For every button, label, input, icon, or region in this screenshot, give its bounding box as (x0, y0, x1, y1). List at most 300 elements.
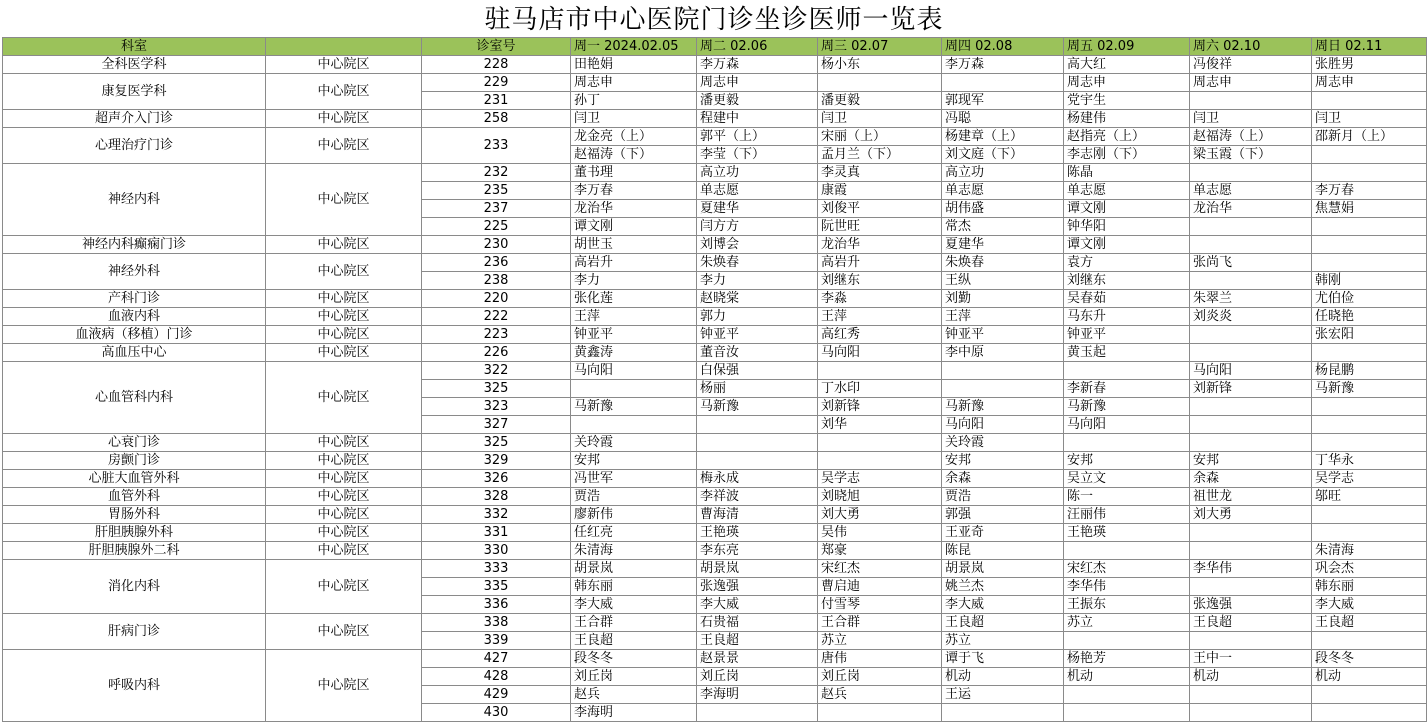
doctor-cell[interactable] (1190, 326, 1312, 344)
room-cell[interactable]: 258 (422, 110, 571, 128)
doctor-cell[interactable]: 宋红杰 (1064, 560, 1190, 578)
room-cell[interactable]: 333 (422, 560, 571, 578)
doctor-cell[interactable]: 安邦 (571, 452, 697, 470)
doctor-cell[interactable]: 杨丽 (697, 380, 818, 398)
header-day-tue[interactable]: 周二 02.06 (697, 38, 818, 56)
doctor-cell[interactable]: 陈一 (1064, 488, 1190, 506)
room-cell[interactable]: 233 (422, 128, 571, 164)
doctor-cell[interactable]: 王萍 (818, 308, 942, 326)
doctor-cell[interactable] (1312, 704, 1427, 722)
doctor-cell[interactable]: 李灵真 (818, 164, 942, 182)
doctor-cell[interactable]: 冯世军 (571, 470, 697, 488)
dept-cell[interactable]: 肝胆胰腺外二科 (3, 542, 266, 560)
doctor-cell[interactable] (1312, 434, 1427, 452)
room-cell[interactable]: 323 (422, 398, 571, 416)
dept-cell[interactable]: 呼吸内科 (3, 650, 266, 722)
doctor-cell[interactable]: 王良超 (697, 632, 818, 650)
doctor-cell[interactable]: 郭现军 (942, 92, 1064, 110)
doctor-cell[interactable]: 机动 (1190, 668, 1312, 686)
doctor-cell[interactable]: 谭文刚 (571, 218, 697, 236)
doctor-cell[interactable] (1190, 236, 1312, 254)
doctor-cell[interactable]: 钟亚平 (571, 326, 697, 344)
room-cell[interactable]: 331 (422, 524, 571, 542)
room-cell[interactable]: 428 (422, 668, 571, 686)
doctor-cell[interactable]: 朱焕春 (697, 254, 818, 272)
doctor-cell[interactable] (818, 74, 942, 92)
doctor-cell[interactable]: 付雪琴 (818, 596, 942, 614)
room-cell[interactable]: 429 (422, 686, 571, 704)
doctor-cell[interactable]: 曹启迪 (818, 578, 942, 596)
area-cell[interactable]: 中心院区 (266, 488, 422, 506)
area-cell[interactable]: 中心院区 (266, 56, 422, 74)
doctor-cell[interactable]: 赵指亮（上） (1064, 128, 1190, 146)
room-cell[interactable]: 223 (422, 326, 571, 344)
doctor-cell[interactable] (818, 362, 942, 380)
doctor-cell[interactable]: 祖世龙 (1190, 488, 1312, 506)
area-cell[interactable]: 中心院区 (266, 452, 422, 470)
doctor-cell[interactable]: 刘继东 (818, 272, 942, 290)
doctor-cell[interactable] (1190, 344, 1312, 362)
doctor-cell[interactable] (1312, 164, 1427, 182)
doctor-cell[interactable] (697, 704, 818, 722)
doctor-cell[interactable]: 王良超 (1312, 614, 1427, 632)
doctor-cell[interactable]: 郭强 (942, 506, 1064, 524)
doctor-cell[interactable] (818, 704, 942, 722)
doctor-cell[interactable]: 马向阳 (1190, 362, 1312, 380)
doctor-cell[interactable]: 贾浩 (571, 488, 697, 506)
area-cell[interactable]: 中心院区 (266, 650, 422, 722)
doctor-cell[interactable]: 马新豫 (942, 398, 1064, 416)
doctor-cell[interactable]: 余森 (942, 470, 1064, 488)
doctor-cell[interactable]: 刘大勇 (818, 506, 942, 524)
doctor-cell[interactable]: 张逸强 (1190, 596, 1312, 614)
doctor-cell[interactable]: 王良超 (942, 614, 1064, 632)
doctor-cell[interactable]: 刘博会 (697, 236, 818, 254)
doctor-cell[interactable]: 余森 (1190, 470, 1312, 488)
doctor-cell[interactable]: 苏立 (1064, 614, 1190, 632)
dept-cell[interactable]: 全科医学科 (3, 56, 266, 74)
doctor-cell[interactable]: 朱清海 (1312, 542, 1427, 560)
doctor-cell[interactable]: 安邦 (942, 452, 1064, 470)
doctor-cell[interactable]: 郑豪 (818, 542, 942, 560)
doctor-cell[interactable]: 高岩升 (571, 254, 697, 272)
doctor-cell[interactable]: 谭文刚 (1064, 200, 1190, 218)
doctor-cell[interactable] (942, 704, 1064, 722)
doctor-cell[interactable]: 尤伯俭 (1312, 290, 1427, 308)
area-cell[interactable]: 中心院区 (266, 434, 422, 452)
doctor-cell[interactable]: 姚兰杰 (942, 578, 1064, 596)
dept-cell[interactable]: 血液内科 (3, 308, 266, 326)
room-cell[interactable]: 238 (422, 272, 571, 290)
doctor-cell[interactable] (942, 362, 1064, 380)
doctor-cell[interactable]: 石贵福 (697, 614, 818, 632)
dept-cell[interactable]: 房颤门诊 (3, 452, 266, 470)
dept-cell[interactable]: 血液病（移植）门诊 (3, 326, 266, 344)
doctor-cell[interactable]: 龙治华 (571, 200, 697, 218)
doctor-cell[interactable]: 李莹（下） (697, 146, 818, 164)
doctor-cell[interactable]: 王纵 (942, 272, 1064, 290)
doctor-cell[interactable]: 刘新锋 (1190, 380, 1312, 398)
doctor-cell[interactable]: 赵景景 (697, 650, 818, 668)
room-cell[interactable]: 427 (422, 650, 571, 668)
doctor-cell[interactable]: 王合群 (818, 614, 942, 632)
doctor-cell[interactable] (1064, 686, 1190, 704)
doctor-cell[interactable] (1190, 218, 1312, 236)
dept-cell[interactable]: 超声介入门诊 (3, 110, 266, 128)
doctor-cell[interactable]: 丁华永 (1312, 452, 1427, 470)
area-cell[interactable]: 中心院区 (266, 470, 422, 488)
doctor-cell[interactable] (1190, 632, 1312, 650)
room-cell[interactable]: 236 (422, 254, 571, 272)
doctor-cell[interactable]: 陈昆 (942, 542, 1064, 560)
header-room[interactable]: 诊室号 (422, 38, 571, 56)
area-cell[interactable]: 中心院区 (266, 236, 422, 254)
doctor-cell[interactable]: 马向阳 (1064, 416, 1190, 434)
dept-cell[interactable]: 心血管科内科 (3, 362, 266, 434)
dept-cell[interactable]: 肝胆胰腺外科 (3, 524, 266, 542)
doctor-cell[interactable]: 单志愿 (942, 182, 1064, 200)
doctor-cell[interactable]: 梁玉霞（下） (1190, 146, 1312, 164)
doctor-cell[interactable]: 王良超 (571, 632, 697, 650)
doctor-cell[interactable]: 唐伟 (818, 650, 942, 668)
room-cell[interactable]: 232 (422, 164, 571, 182)
doctor-cell[interactable]: 胡伟盛 (942, 200, 1064, 218)
doctor-cell[interactable] (697, 434, 818, 452)
header-day-sun[interactable]: 周日 02.11 (1312, 38, 1427, 56)
doctor-cell[interactable]: 巩会杰 (1312, 560, 1427, 578)
doctor-cell[interactable]: 王亚奇 (942, 524, 1064, 542)
doctor-cell[interactable]: 刘俊平 (818, 200, 942, 218)
doctor-cell[interactable]: 高立功 (942, 164, 1064, 182)
doctor-cell[interactable] (1312, 146, 1427, 164)
doctor-cell[interactable]: 机动 (1064, 668, 1190, 686)
doctor-cell[interactable]: 张尚飞 (1190, 254, 1312, 272)
dept-cell[interactable]: 产科门诊 (3, 290, 266, 308)
dept-cell[interactable]: 血管外科 (3, 488, 266, 506)
header-day-wed[interactable]: 周三 02.07 (818, 38, 942, 56)
doctor-cell[interactable]: 廖新伟 (571, 506, 697, 524)
doctor-cell[interactable] (1312, 398, 1427, 416)
dept-cell[interactable]: 消化内科 (3, 560, 266, 614)
doctor-cell[interactable]: 邵新月（上） (1312, 128, 1427, 146)
doctor-cell[interactable]: 李大威 (697, 596, 818, 614)
area-cell[interactable]: 中心院区 (266, 308, 422, 326)
area-cell[interactable]: 中心院区 (266, 254, 422, 290)
doctor-cell[interactable] (1064, 362, 1190, 380)
doctor-cell[interactable]: 赵福涛（下） (571, 146, 697, 164)
header-day-sat[interactable]: 周六 02.10 (1190, 38, 1312, 56)
doctor-cell[interactable]: 李海明 (697, 686, 818, 704)
doctor-cell[interactable]: 单志愿 (1190, 182, 1312, 200)
room-cell[interactable]: 325 (422, 434, 571, 452)
doctor-cell[interactable]: 杨建伟 (1064, 110, 1190, 128)
doctor-cell[interactable]: 龙治华 (818, 236, 942, 254)
doctor-cell[interactable]: 王艳瑛 (1064, 524, 1190, 542)
doctor-cell[interactable]: 潘更毅 (697, 92, 818, 110)
doctor-cell[interactable]: 刘丘岗 (697, 668, 818, 686)
doctor-cell[interactable]: 田艳娟 (571, 56, 697, 74)
doctor-cell[interactable]: 谭于飞 (942, 650, 1064, 668)
room-cell[interactable]: 229 (422, 74, 571, 92)
doctor-cell[interactable]: 高红秀 (818, 326, 942, 344)
doctor-cell[interactable] (1312, 218, 1427, 236)
room-cell[interactable]: 335 (422, 578, 571, 596)
doctor-cell[interactable]: 韩刚 (1312, 272, 1427, 290)
doctor-cell[interactable]: 王合群 (571, 614, 697, 632)
doctor-cell[interactable]: 常杰 (942, 218, 1064, 236)
doctor-cell[interactable] (1190, 686, 1312, 704)
doctor-cell[interactable]: 曹海清 (697, 506, 818, 524)
doctor-cell[interactable] (1064, 434, 1190, 452)
doctor-cell[interactable]: 陈晶 (1064, 164, 1190, 182)
doctor-cell[interactable]: 马新豫 (1064, 398, 1190, 416)
room-cell[interactable]: 231 (422, 92, 571, 110)
room-cell[interactable]: 326 (422, 470, 571, 488)
doctor-cell[interactable] (1064, 542, 1190, 560)
doctor-cell[interactable]: 李东亮 (697, 542, 818, 560)
doctor-cell[interactable] (1190, 272, 1312, 290)
doctor-cell[interactable] (1190, 578, 1312, 596)
doctor-cell[interactable] (571, 416, 697, 434)
room-cell[interactable]: 237 (422, 200, 571, 218)
doctor-cell[interactable] (942, 74, 1064, 92)
doctor-cell[interactable] (1312, 524, 1427, 542)
doctor-cell[interactable]: 李华伟 (1064, 578, 1190, 596)
doctor-cell[interactable]: 赵兵 (571, 686, 697, 704)
doctor-cell[interactable]: 吴学志 (1312, 470, 1427, 488)
doctor-cell[interactable]: 吴伟 (818, 524, 942, 542)
doctor-cell[interactable]: 马向阳 (571, 362, 697, 380)
room-cell[interactable]: 325 (422, 380, 571, 398)
doctor-cell[interactable]: 孙丁 (571, 92, 697, 110)
area-cell[interactable]: 中心院区 (266, 290, 422, 308)
doctor-cell[interactable]: 闫卫 (571, 110, 697, 128)
doctor-cell[interactable]: 董书理 (571, 164, 697, 182)
dept-cell[interactable]: 神经内科 (3, 164, 266, 236)
doctor-cell[interactable] (1190, 92, 1312, 110)
doctor-cell[interactable] (1190, 704, 1312, 722)
doctor-cell[interactable]: 杨建章（上） (942, 128, 1064, 146)
doctor-cell[interactable]: 闫方方 (697, 218, 818, 236)
doctor-cell[interactable]: 程建中 (697, 110, 818, 128)
area-cell[interactable]: 中心院区 (266, 344, 422, 362)
dept-cell[interactable]: 肝病门诊 (3, 614, 266, 650)
doctor-cell[interactable]: 黄鑫涛 (571, 344, 697, 362)
doctor-cell[interactable]: 李新春 (1064, 380, 1190, 398)
doctor-cell[interactable]: 关玲霞 (942, 434, 1064, 452)
doctor-cell[interactable]: 周志申 (697, 74, 818, 92)
doctor-cell[interactable]: 李大威 (571, 596, 697, 614)
doctor-cell[interactable]: 夏建华 (697, 200, 818, 218)
room-cell[interactable]: 327 (422, 416, 571, 434)
doctor-cell[interactable]: 王艳瑛 (697, 524, 818, 542)
dept-cell[interactable]: 神经内科癫痫门诊 (3, 236, 266, 254)
area-cell[interactable]: 中心院区 (266, 110, 422, 128)
doctor-cell[interactable]: 赵兵 (818, 686, 942, 704)
doctor-cell[interactable]: 李志刚（下） (1064, 146, 1190, 164)
doctor-cell[interactable] (942, 380, 1064, 398)
doctor-cell[interactable]: 韩东丽 (1312, 578, 1427, 596)
area-cell[interactable]: 中心院区 (266, 74, 422, 110)
doctor-cell[interactable]: 郭平（上） (697, 128, 818, 146)
room-cell[interactable]: 220 (422, 290, 571, 308)
doctor-cell[interactable]: 朱翠兰 (1190, 290, 1312, 308)
doctor-cell[interactable]: 马新豫 (697, 398, 818, 416)
dept-cell[interactable]: 高血压中心 (3, 344, 266, 362)
doctor-cell[interactable] (571, 380, 697, 398)
doctor-cell[interactable]: 焦慧娟 (1312, 200, 1427, 218)
header-day-thu[interactable]: 周四 02.08 (942, 38, 1064, 56)
dept-cell[interactable]: 心脏大血管外科 (3, 470, 266, 488)
doctor-cell[interactable]: 闫卫 (1190, 110, 1312, 128)
room-cell[interactable]: 226 (422, 344, 571, 362)
doctor-cell[interactable]: 董音汝 (697, 344, 818, 362)
doctor-cell[interactable]: 汪丽伟 (1064, 506, 1190, 524)
doctor-cell[interactable]: 机动 (942, 668, 1064, 686)
doctor-cell[interactable]: 马新豫 (1312, 380, 1427, 398)
doctor-cell[interactable]: 李力 (571, 272, 697, 290)
doctor-cell[interactable]: 刘继东 (1064, 272, 1190, 290)
doctor-cell[interactable]: 高岩升 (818, 254, 942, 272)
area-cell[interactable]: 中心院区 (266, 614, 422, 650)
doctor-cell[interactable] (1312, 506, 1427, 524)
doctor-cell[interactable]: 吴春茹 (1064, 290, 1190, 308)
doctor-cell[interactable]: 冯聪 (942, 110, 1064, 128)
doctor-cell[interactable]: 钟亚平 (697, 326, 818, 344)
doctor-cell[interactable]: 段冬冬 (1312, 650, 1427, 668)
doctor-cell[interactable]: 周志申 (1190, 74, 1312, 92)
doctor-cell[interactable]: 王中一 (1190, 650, 1312, 668)
doctor-cell[interactable]: 胡景岚 (697, 560, 818, 578)
doctor-cell[interactable]: 苏立 (942, 632, 1064, 650)
header-dept[interactable]: 科室 (3, 38, 266, 56)
doctor-cell[interactable] (1190, 164, 1312, 182)
doctor-cell[interactable]: 夏建华 (942, 236, 1064, 254)
doctor-cell[interactable]: 李万春 (571, 182, 697, 200)
doctor-cell[interactable]: 李淼 (818, 290, 942, 308)
doctor-cell[interactable]: 孟月兰（下） (818, 146, 942, 164)
doctor-cell[interactable]: 杨昆鹏 (1312, 362, 1427, 380)
doctor-cell[interactable]: 张逸强 (697, 578, 818, 596)
doctor-cell[interactable]: 刘丘岗 (818, 668, 942, 686)
doctor-cell[interactable]: 白保强 (697, 362, 818, 380)
doctor-cell[interactable]: 胡景岚 (571, 560, 697, 578)
room-cell[interactable]: 228 (422, 56, 571, 74)
doctor-cell[interactable]: 冯俊祥 (1190, 56, 1312, 74)
doctor-cell[interactable] (697, 416, 818, 434)
doctor-cell[interactable]: 吴学志 (818, 470, 942, 488)
doctor-cell[interactable]: 李华伟 (1190, 560, 1312, 578)
doctor-cell[interactable]: 李力 (697, 272, 818, 290)
doctor-cell[interactable]: 贾浩 (942, 488, 1064, 506)
doctor-cell[interactable]: 马新豫 (571, 398, 697, 416)
area-cell[interactable]: 中心院区 (266, 560, 422, 614)
room-cell[interactable]: 329 (422, 452, 571, 470)
doctor-cell[interactable]: 钟华阳 (1064, 218, 1190, 236)
doctor-cell[interactable]: 刘丘岗 (571, 668, 697, 686)
doctor-cell[interactable]: 张胜男 (1312, 56, 1427, 74)
doctor-cell[interactable] (1312, 344, 1427, 362)
doctor-cell[interactable]: 任晓艳 (1312, 308, 1427, 326)
doctor-cell[interactable]: 李万春 (1312, 182, 1427, 200)
dept-cell[interactable]: 心衰门诊 (3, 434, 266, 452)
dept-cell[interactable]: 康复医学科 (3, 74, 266, 110)
doctor-cell[interactable]: 李海明 (571, 704, 697, 722)
doctor-cell[interactable] (1190, 524, 1312, 542)
doctor-cell[interactable]: 周志申 (1064, 74, 1190, 92)
doctor-cell[interactable]: 赵福涛（上） (1190, 128, 1312, 146)
doctor-cell[interactable]: 阮世旺 (818, 218, 942, 236)
doctor-cell[interactable]: 段冬冬 (571, 650, 697, 668)
doctor-cell[interactable] (1312, 686, 1427, 704)
area-cell[interactable]: 中心院区 (266, 362, 422, 434)
room-cell[interactable]: 328 (422, 488, 571, 506)
doctor-cell[interactable] (1190, 416, 1312, 434)
doctor-cell[interactable]: 王运 (942, 686, 1064, 704)
room-cell[interactable]: 322 (422, 362, 571, 380)
doctor-cell[interactable]: 袁方 (1064, 254, 1190, 272)
doctor-cell[interactable] (818, 452, 942, 470)
doctor-cell[interactable]: 郭力 (697, 308, 818, 326)
doctor-cell[interactable] (1064, 632, 1190, 650)
area-cell[interactable]: 中心院区 (266, 326, 422, 344)
doctor-cell[interactable]: 韩东丽 (571, 578, 697, 596)
dept-cell[interactable]: 神经外科 (3, 254, 266, 290)
doctor-cell[interactable]: 刘勤 (942, 290, 1064, 308)
doctor-cell[interactable]: 马向阳 (942, 416, 1064, 434)
doctor-cell[interactable]: 王萍 (571, 308, 697, 326)
doctor-cell[interactable]: 安邦 (1064, 452, 1190, 470)
room-cell[interactable]: 430 (422, 704, 571, 722)
doctor-cell[interactable]: 机动 (1312, 668, 1427, 686)
doctor-cell[interactable]: 周志申 (571, 74, 697, 92)
doctor-cell[interactable]: 王萍 (942, 308, 1064, 326)
doctor-cell[interactable]: 潘更毅 (818, 92, 942, 110)
doctor-cell[interactable]: 刘晓旭 (818, 488, 942, 506)
doctor-cell[interactable] (697, 452, 818, 470)
room-cell[interactable]: 339 (422, 632, 571, 650)
doctor-cell[interactable] (1190, 398, 1312, 416)
area-cell[interactable]: 中心院区 (266, 128, 422, 164)
room-cell[interactable]: 222 (422, 308, 571, 326)
doctor-cell[interactable]: 张宏阳 (1312, 326, 1427, 344)
dept-cell[interactable]: 胃肠外科 (3, 506, 266, 524)
doctor-cell[interactable]: 钟亚平 (942, 326, 1064, 344)
doctor-cell[interactable]: 龙治华 (1190, 200, 1312, 218)
doctor-cell[interactable]: 周志申 (1312, 74, 1427, 92)
doctor-cell[interactable]: 梅永成 (697, 470, 818, 488)
doctor-cell[interactable]: 钟亚平 (1064, 326, 1190, 344)
doctor-cell[interactable]: 李万森 (942, 56, 1064, 74)
doctor-cell[interactable] (1312, 254, 1427, 272)
doctor-cell[interactable]: 黄玉起 (1064, 344, 1190, 362)
doctor-cell[interactable]: 刘大勇 (1190, 506, 1312, 524)
doctor-cell[interactable]: 马向阳 (818, 344, 942, 362)
doctor-cell[interactable]: 李中原 (942, 344, 1064, 362)
doctor-cell[interactable] (1312, 632, 1427, 650)
doctor-cell[interactable]: 任红亮 (571, 524, 697, 542)
doctor-cell[interactable]: 李大威 (1312, 596, 1427, 614)
doctor-cell[interactable]: 胡世玉 (571, 236, 697, 254)
header-day-mon[interactable]: 周一 2024.02.05 (571, 38, 697, 56)
doctor-cell[interactable] (818, 434, 942, 452)
doctor-cell[interactable]: 党宇生 (1064, 92, 1190, 110)
room-cell[interactable]: 230 (422, 236, 571, 254)
doctor-cell[interactable]: 龙金亮（上） (571, 128, 697, 146)
doctor-cell[interactable]: 吴立文 (1064, 470, 1190, 488)
doctor-cell[interactable]: 李大威 (942, 596, 1064, 614)
room-cell[interactable]: 235 (422, 182, 571, 200)
